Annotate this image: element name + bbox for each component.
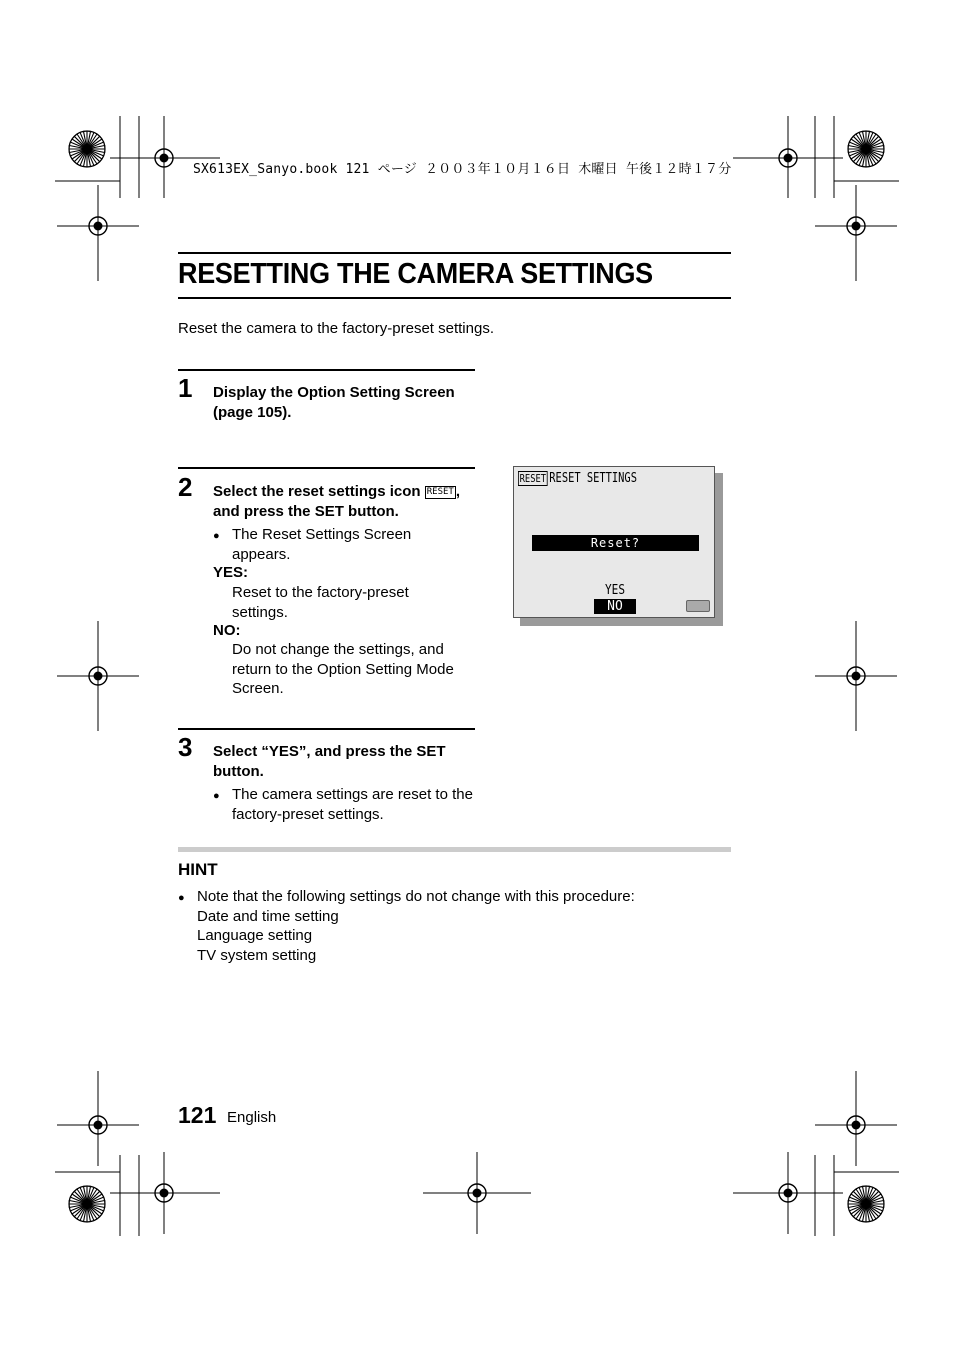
step-heading-part1: Select the reset settings icon bbox=[213, 483, 421, 500]
step-number: 2 bbox=[178, 472, 193, 502]
hint-label: HINT bbox=[178, 860, 218, 879]
hint-item: Language setting bbox=[197, 927, 313, 944]
hint-item: TV system setting bbox=[197, 946, 317, 964]
hint-intro: Note that the following settings do not change with this procedure: bbox=[197, 888, 635, 905]
bullet-text: The Reset Settings Screen appears. bbox=[232, 526, 412, 563]
step-number: 1 bbox=[178, 373, 193, 403]
no-description: Do not change the settings, and return to the Option Setting Mode Screen. bbox=[232, 641, 454, 697]
no-label: NO: bbox=[213, 622, 241, 639]
bullet-icon: ● bbox=[213, 790, 220, 802]
yes-label: YES: bbox=[213, 564, 249, 581]
reset-icon: RESET bbox=[519, 472, 547, 485]
page-title: RESETTING THE CAMERA SETTINGS bbox=[178, 258, 653, 290]
bullet-icon: ● bbox=[178, 892, 185, 904]
lcd-title-text: RESET SETTINGS bbox=[549, 471, 637, 486]
page-number: 121 bbox=[178, 1102, 217, 1128]
lcd-option-no: NO bbox=[594, 599, 636, 614]
lcd-option-yes: YES bbox=[605, 583, 625, 598]
page-language: English bbox=[227, 1109, 277, 1126]
print-header: SX613EX_Sanyo.book 121 ページ ２００３年１０月１６日 木曜日 午後１２時１７分 bbox=[193, 162, 732, 177]
hint-item: Date and time setting bbox=[197, 907, 339, 925]
intro-text: Reset the camera to the factory-preset settings. bbox=[178, 320, 494, 337]
lcd-prompt: Reset? bbox=[532, 535, 699, 551]
step-number: 3 bbox=[178, 732, 193, 762]
step-heading-part2: , and press the SET button. bbox=[213, 483, 461, 520]
step-heading: Select “YES”, and press the SET button. bbox=[213, 743, 446, 780]
step-heading: Display the Option Setting Screen (page 105). bbox=[213, 384, 455, 421]
yes-description: Reset to the factory-preset settings. bbox=[232, 584, 409, 621]
bullet-text: The camera settings are reset to the factory-preset settings. bbox=[232, 786, 473, 823]
reset-settings-icon: RESET bbox=[426, 487, 454, 497]
bullet-icon: ● bbox=[213, 530, 220, 542]
